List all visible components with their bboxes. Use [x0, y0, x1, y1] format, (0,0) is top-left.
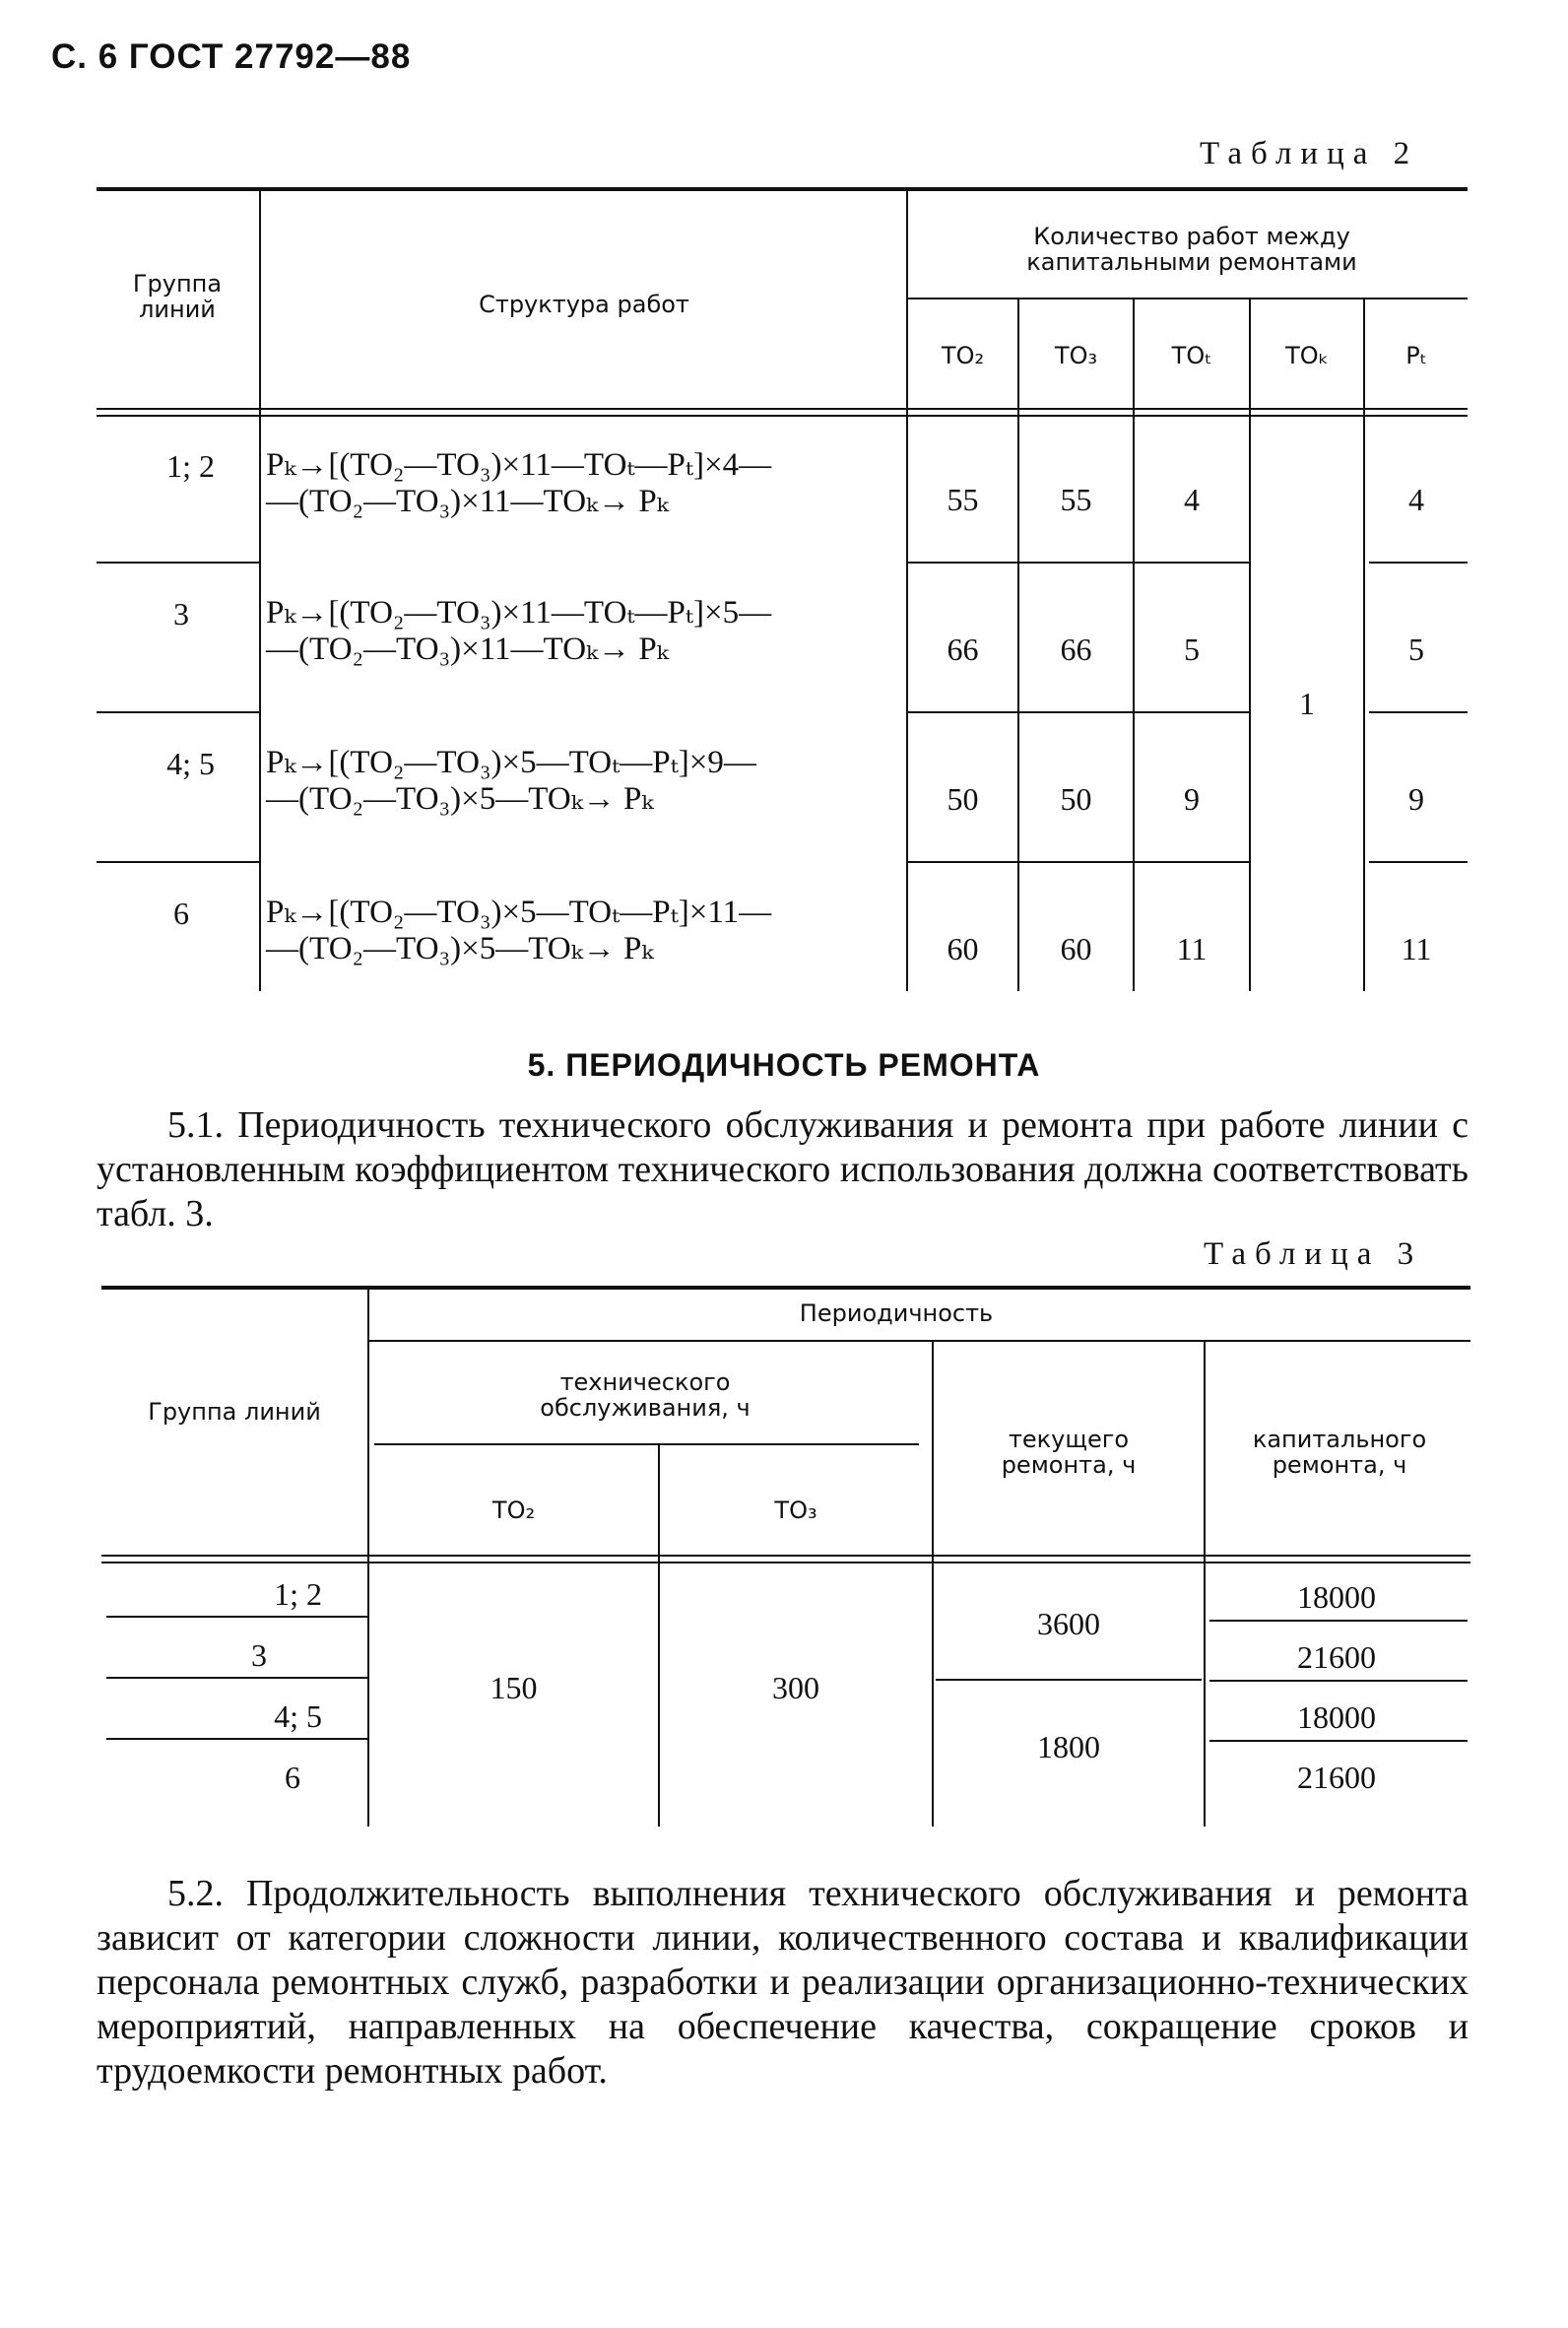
table2-cell-rt: 11 [1401, 931, 1432, 966]
table2-col-structure: Структура работ [479, 291, 689, 318]
table3-col-period: Периодичность [799, 1299, 994, 1327]
table3-vrule [367, 1288, 369, 1827]
table3-period-rule [367, 1340, 1470, 1342]
table2-row-rule [906, 861, 1251, 863]
table3-group: 1; 2 [274, 1576, 322, 1612]
table2-col-count: Количество работ между капитальными ремонтами [1026, 223, 1357, 276]
table2-cell-rt: 5 [1408, 632, 1424, 667]
table2-cell-to2: 60 [947, 931, 979, 966]
table2-cell-to3: 50 [1060, 781, 1092, 817]
table2-subcol-rt: Рₜ [1405, 342, 1427, 369]
table2-formula: Рₖ→[(ТО₂—ТО₃)×11—ТОₜ—Рₜ]×5— [266, 595, 772, 631]
table2-group: 3 [173, 596, 189, 632]
table3-row-rule [106, 1738, 367, 1740]
table2-subheader-rule [906, 298, 1468, 299]
table2-vrule [259, 189, 261, 991]
table2-cell-tok: 1 [1299, 686, 1315, 721]
table2-row-rule [906, 562, 1251, 564]
table3-col-tech: технического обслуживания, ч [540, 1368, 751, 1422]
table3-to2-value: 150 [490, 1670, 538, 1705]
paragraph-5-2: 5.2. Продолжительность выполнения технического обслуживания и ремонта зависит от категории сложности линии, количественного состава и квалификации персонала ремонтных служб, разработки и реализации организационно-технических мероприятий, направленных на обеспечение качества, сокращение сроков и трудоемкости ремонтных работ. [97, 1873, 1469, 2092]
table2-caption: Таблица 2 [1200, 136, 1419, 171]
table3-to3-value: 300 [772, 1670, 819, 1705]
table3-capital-value: 18000 [1297, 1699, 1376, 1735]
table3-header-rule2 [101, 1562, 1470, 1563]
table2-formula: Рₖ→[(ТО₂—ТО₃)×5—ТОₜ—Рₜ]×9— [266, 745, 756, 780]
table2-row-rule [97, 562, 259, 564]
table3-row-rule [1209, 1680, 1468, 1682]
table2-vrule [906, 189, 908, 991]
table3-capital-value: 18000 [1297, 1579, 1376, 1615]
table2-vrule [1249, 299, 1251, 991]
table2-formula: —(ТО₂—ТО₃)×5—ТОₖ→ Рₖ [266, 931, 654, 966]
table3-group: 6 [285, 1760, 300, 1795]
table2-subcol-to3: ТО₃ [1054, 342, 1098, 369]
table2-subcol-tok: ТОₖ [1285, 342, 1329, 369]
table2-cell-to2: 55 [947, 482, 979, 517]
table2-row-rule [97, 711, 259, 713]
table3-col-current: текущего ремонта, ч [1001, 1426, 1137, 1479]
table2-header-rule1 [97, 408, 1468, 410]
table3-caption: Таблица 3 [1204, 1236, 1423, 1272]
table2-cell-tot: 5 [1184, 632, 1200, 667]
table3-row-rule [936, 1679, 1202, 1681]
table2-header-rule2 [97, 415, 1468, 417]
table2-cell-rt: 4 [1408, 482, 1424, 517]
table2-row-rule [1369, 861, 1468, 863]
table2-row-rule [1369, 562, 1468, 564]
table2-formula: Рₖ→[(ТО₂—ТО₃)×11—ТОₜ—Рₜ]×4— [266, 447, 772, 483]
table2-row-rule [906, 711, 1251, 713]
table3-capital-value: 21600 [1297, 1639, 1376, 1675]
table2-top-rule [97, 187, 1468, 191]
table2-formula: —(ТО₂—ТО₃)×11—ТОₖ→ Рₖ [266, 632, 669, 667]
table2-cell-to3: 60 [1060, 931, 1092, 966]
table2-group: 4; 5 [166, 746, 215, 781]
table2-row-rule [1369, 711, 1468, 713]
table3-row-rule [1209, 1740, 1468, 1742]
table3-current-value: 3600 [1037, 1606, 1100, 1641]
paragraph-5-1: 5.1. Периодичность технического обслуживания и ремонта при работе линии с установленным коэффициентом технического использования должна соответствовать табл. 3. [97, 1104, 1469, 1234]
page-header: С. 6 ГОСТ 27792—88 [51, 37, 412, 76]
table3-tech-rule [374, 1443, 919, 1445]
table2-group: 1; 2 [166, 448, 215, 484]
table3-header-rule1 [101, 1555, 1470, 1557]
table2-row-rule [97, 861, 259, 863]
table2-cell-tot: 9 [1184, 781, 1200, 817]
table2-cell-to2: 66 [947, 632, 979, 667]
table2-formula: —(ТО₂—ТО₃)×5—ТОₖ→ Рₖ [266, 781, 654, 817]
table2-formula: —(ТО₂—ТО₃)×11—ТОₖ→ Рₖ [266, 484, 669, 519]
table2-cell-to3: 66 [1060, 632, 1092, 667]
table2-cell-to2: 50 [947, 781, 979, 817]
table3-col-to2: ТО₂ [491, 1497, 536, 1524]
table3-row-rule [106, 1616, 367, 1618]
table2-subcol-tot: ТОₜ [1171, 342, 1212, 369]
table3-capital-value: 21600 [1297, 1760, 1376, 1795]
table3-group: 3 [251, 1637, 267, 1673]
table3-group: 4; 5 [274, 1698, 322, 1734]
table3-row-rule [106, 1677, 367, 1679]
table2-subcol-to2: ТО₂ [941, 342, 985, 369]
table2-cell-tot: 4 [1184, 482, 1200, 517]
table2-cell-tot: 11 [1176, 931, 1208, 966]
table3-col-group: Группа линий [148, 1398, 321, 1426]
table2-cell-to3: 55 [1060, 482, 1092, 517]
table2-cell-rt: 9 [1408, 781, 1424, 817]
table2-formula: Рₖ→[(ТО₂—ТО₃)×5—ТОₜ—Рₜ]×11— [266, 895, 772, 930]
section-title: 5. ПЕРИОДИЧНОСТЬ РЕМОНТА [527, 1047, 1041, 1083]
table3-col-to3: ТО₃ [774, 1497, 817, 1524]
table3-top-rule [101, 1286, 1470, 1290]
table2-group: 6 [173, 896, 189, 931]
table3-row-rule [1209, 1620, 1468, 1622]
table2-col-group: Группа линий [132, 270, 223, 323]
table3-col-capital: капитального ремонта, ч [1252, 1426, 1427, 1479]
table3-current-value: 1800 [1037, 1729, 1100, 1764]
